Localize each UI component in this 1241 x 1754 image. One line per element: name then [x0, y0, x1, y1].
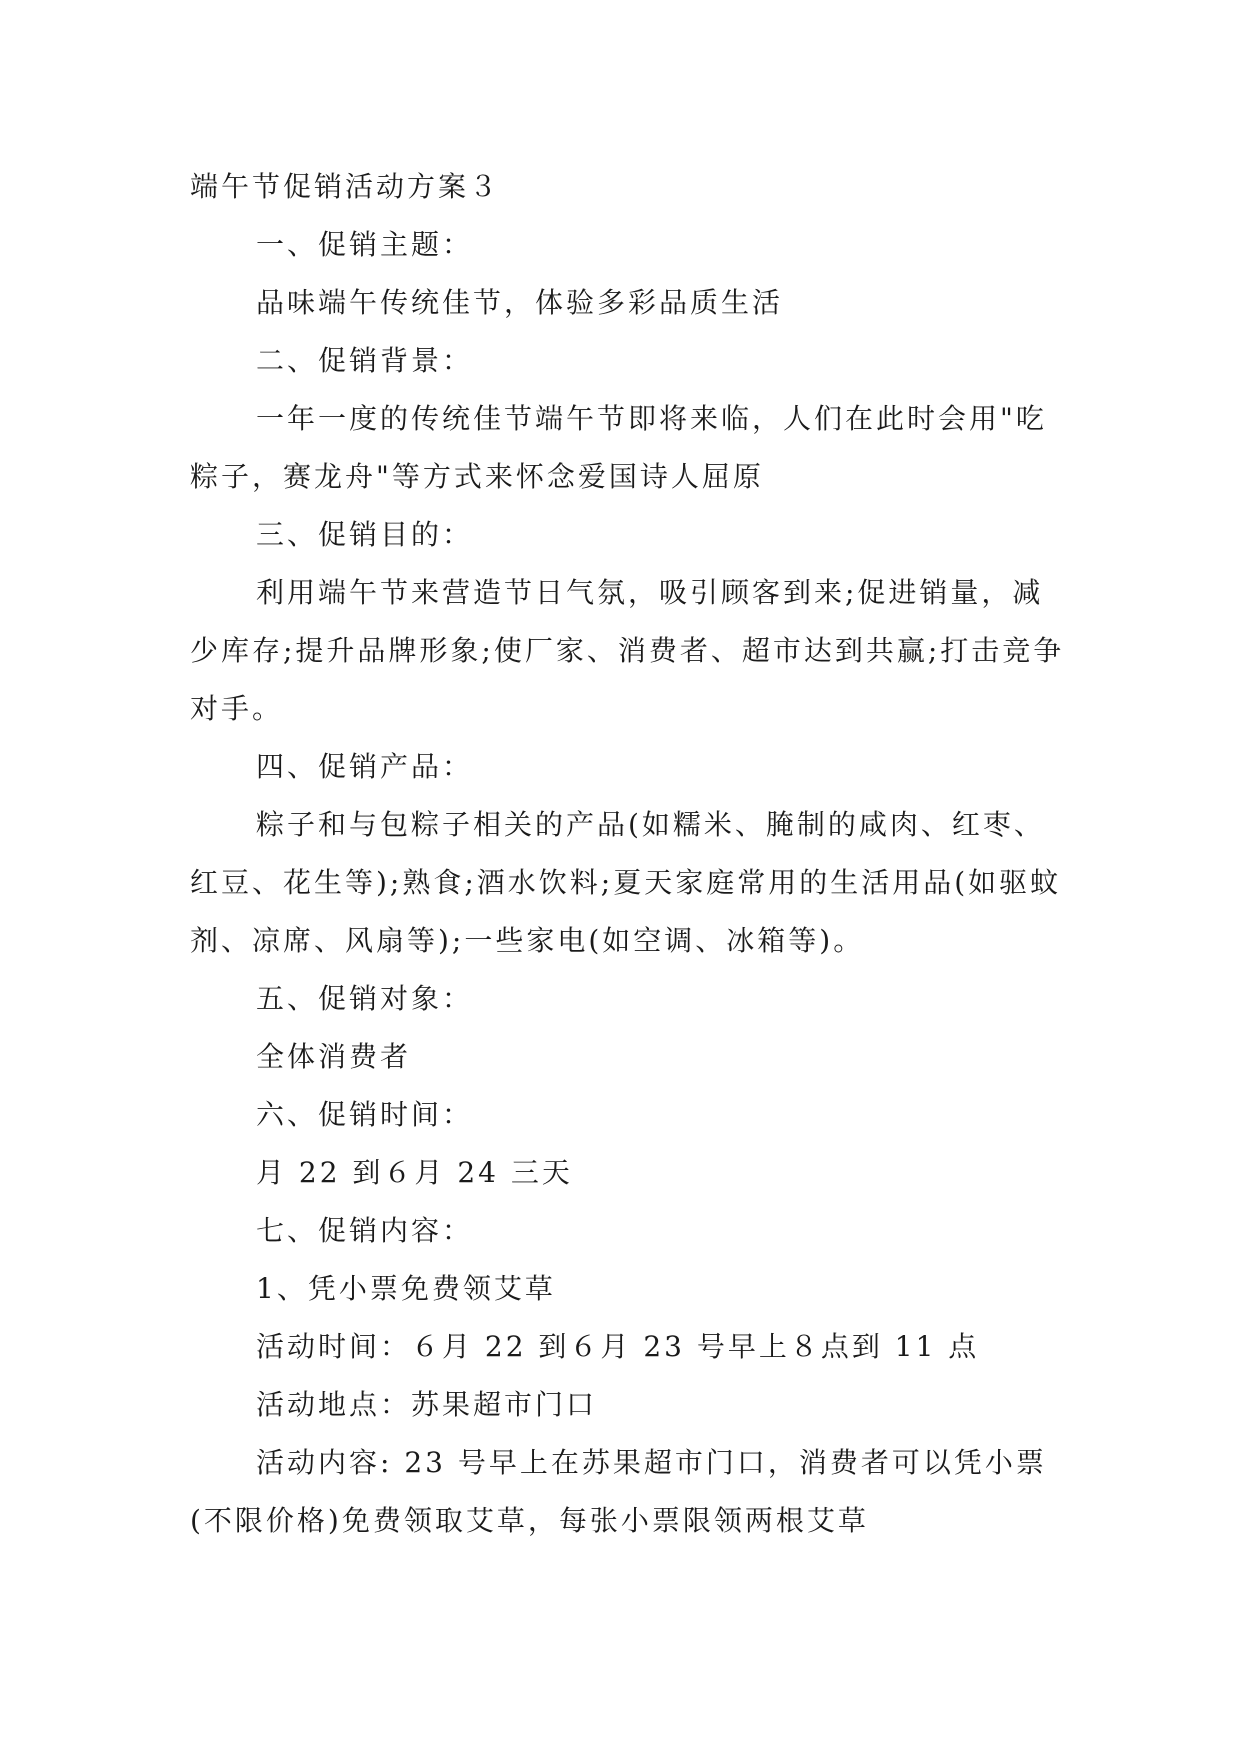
section-heading-theme: 一、促销主题： [256, 228, 474, 261]
paragraph-theme: 品味端午传统佳节，体验多彩品质生活 [256, 286, 784, 319]
document-title: 端午节促销活动方案３ [190, 170, 501, 203]
paragraph-background: 一年一度的传统佳节端午节即将来临，人们在此时会用"吃粽子，赛龙舟"等方式来怀念爱国诗人屈原 [190, 402, 1047, 493]
section-heading-background: 二、促销背景： [256, 344, 474, 377]
paragraph-audience: 全体消费者 [256, 1040, 412, 1073]
section-heading-content: 七、促销内容： [256, 1214, 474, 1247]
paragraph-activity-content: 活动内容: 23 号早上在苏果超市门口，消费者可以凭小票(不限价格)免费领取艾草，每张小票限领两根艾草 [190, 1446, 1047, 1537]
section-heading-purpose: 三、促销目的： [256, 518, 474, 551]
paragraph-item-1: 1、凭小票免费领艾草 [256, 1272, 556, 1305]
paragraph-activity-location: 活动地点：苏果超市门口 [256, 1388, 598, 1421]
paragraph-purpose: 利用端午节来营造节日气氛，吸引顾客到来;促进销量，减少库存;提升品牌形象;使厂家、消费者、超市达到共赢;打击竞争对手。 [190, 576, 1065, 725]
document-body [190, 158, 1070, 1550]
paragraph-time: 月 22 到６月 24 三天 [256, 1156, 573, 1189]
paragraph-activity-time: 活动时间：６月 22 到６月 23 号早上８点到 11 点 [256, 1330, 980, 1363]
section-heading-products: 四、促销产品： [256, 750, 474, 783]
paragraph-products: 粽子和与包粽子相关的产品(如糯米、腌制的咸肉、红枣、红豆、花生等);熟食;酒水饮料;夏天家庭常用的生活用品(如驱蚊剂、凉席、风扇等);一些家电(如空调、冰箱等)。 [190, 808, 1062, 957]
section-heading-audience: 五、促销对象： [256, 982, 474, 1015]
section-heading-time: 六、促销时间： [256, 1098, 474, 1131]
